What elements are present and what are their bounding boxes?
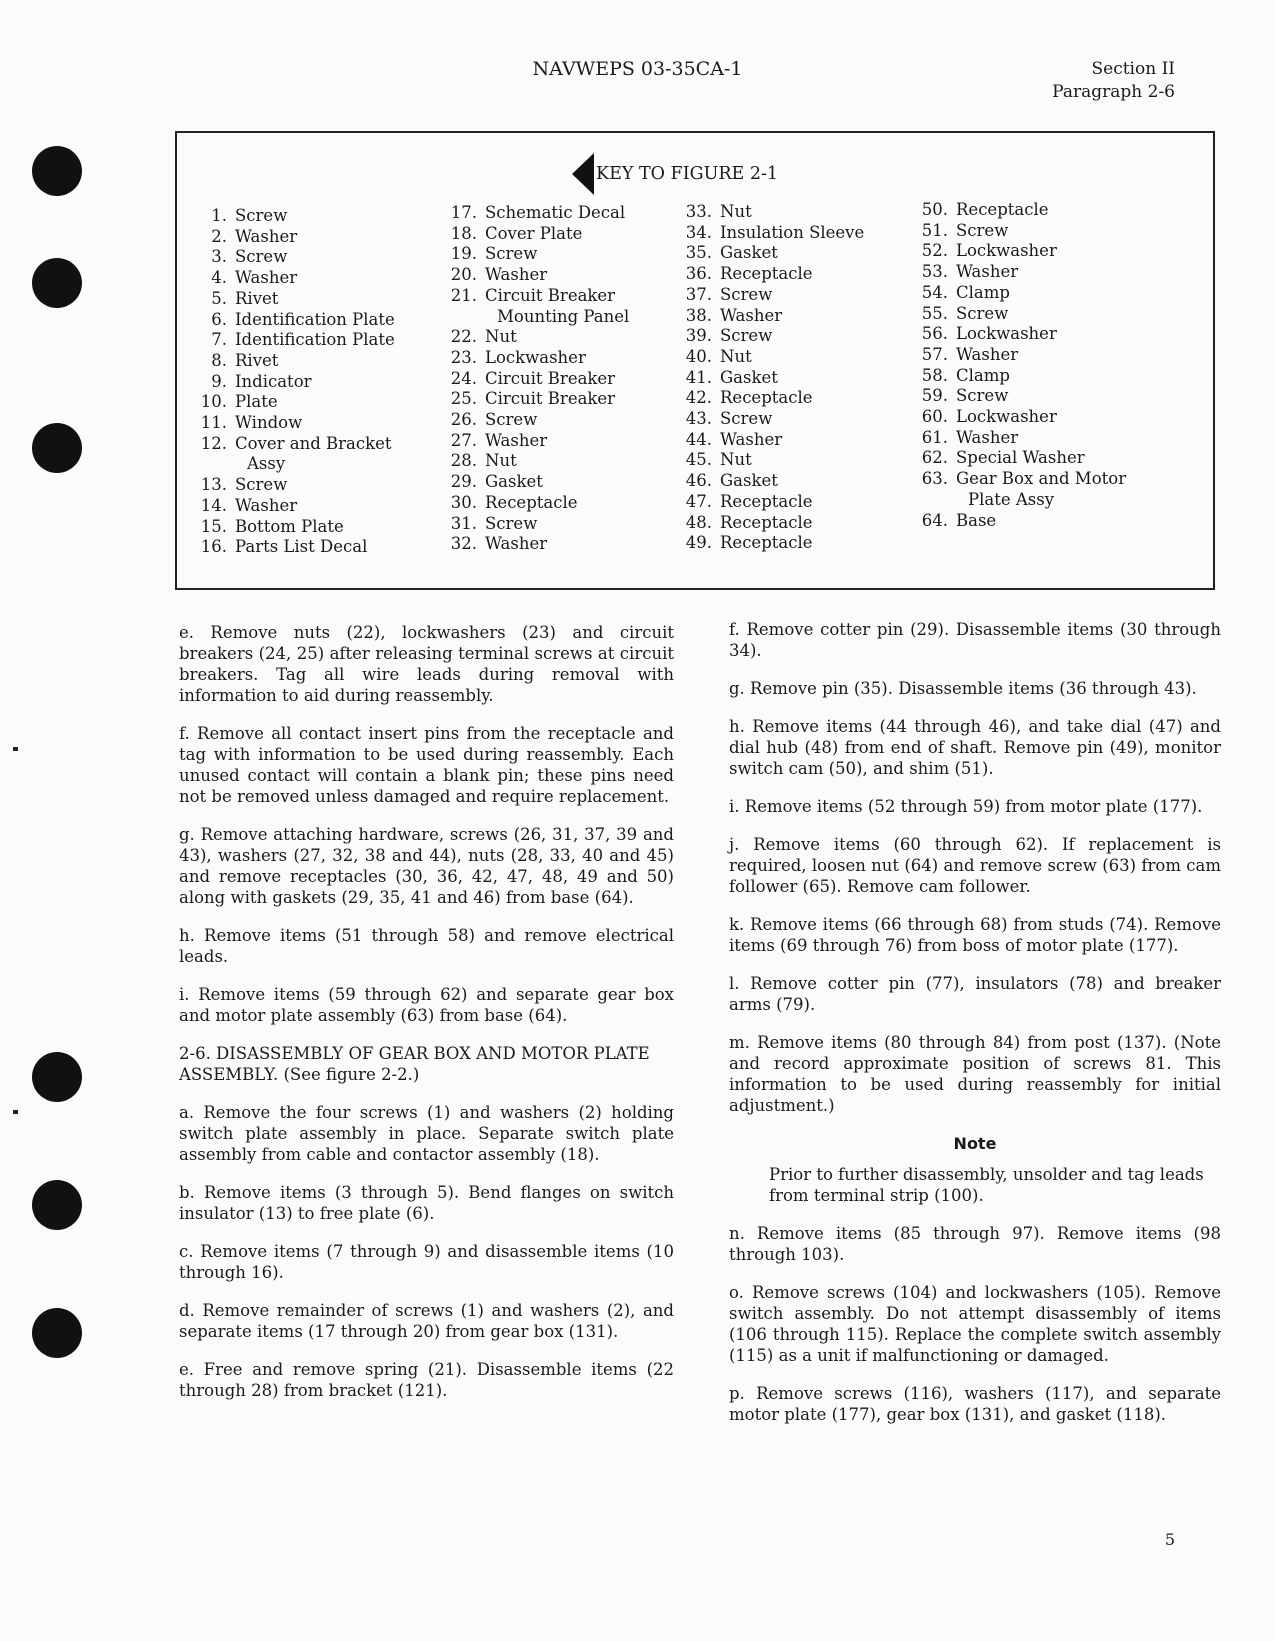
key-item-number: 20. [450,265,477,285]
key-item-label: Screw [956,386,1009,406]
key-item-label: Gasket [720,367,778,387]
step-f: f. Remove cotter pin (29). Disassemble items (30 through 34). [729,620,1221,660]
key-item [439,431,629,452]
key-item-label: Circuit Breaker [485,389,616,409]
key-item-number: 31. [450,513,477,533]
key-item [439,265,629,286]
key-item-label: Nut [720,450,752,470]
key-item [439,493,629,514]
key-item-label: Lockwasher [956,241,1057,261]
key-column-3 [674,202,864,554]
key-item-number: 55. [921,303,948,323]
key-item-number: 26. [450,410,477,430]
key-item-number: 28. [450,451,477,471]
key-item [674,388,864,409]
key-item-number: 62. [921,448,948,468]
key-item-label: Receptacle [720,491,813,511]
key-item-number: 45. [685,450,712,470]
key-item [910,490,1126,511]
key-item-label: Gasket [720,471,778,491]
key-item [189,434,395,455]
key-item-label: Washer [485,265,548,285]
key-item-label: Base [956,510,997,530]
key-item [910,241,1126,262]
key-item [189,247,395,268]
key-item-label: Washer [485,430,548,450]
key-item [674,243,864,264]
key-item [189,289,395,310]
note-body: Prior to further disassembly, unsolder and tag leads from terminal strip (100). [769,1165,1204,1205]
key-item-label: Identification Plate [235,330,395,350]
key-item-number: 23. [450,347,477,367]
key-item-label: Rivet [235,350,279,370]
key-item-label: Washer [956,262,1019,282]
key-item-label: Washer [720,429,783,449]
margin-mark [13,747,18,751]
key-item-label: Receptacle [720,512,813,532]
key-item-label: Washer [956,344,1019,364]
key-item-number: 3. [211,247,227,267]
key-item-number: 34. [685,222,712,242]
key-item [910,469,1126,490]
left-arrow-icon [572,153,594,195]
key-item-number: 6. [211,309,227,329]
key-item-label: Parts List Decal [235,537,368,557]
key-item [439,534,629,555]
key-item [910,448,1126,469]
key-item-label: Mounting Panel [497,306,630,326]
key-item [910,304,1126,325]
key-item-number: 46. [685,471,712,491]
step-a: a. Remove the four screws (1) and washers (2) holding switch plate assembly in place. Separate switch plate assembly from cable and contactor assembly (18). [179,1103,674,1164]
step-i: i. Remove items (52 through 59) from motor plate (177). [729,797,1203,816]
key-item-label: Washer [956,427,1019,447]
key-item-number: 33. [685,202,712,221]
key-item-label: Washer [485,534,548,554]
key-item-number: 47. [685,491,712,511]
key-item [439,369,629,390]
key-item [674,471,864,492]
key-item-number: 52. [921,241,948,261]
note-heading: Note [953,1134,997,1153]
key-item-label: Clamp [956,282,1010,302]
key-item-number [910,490,956,511]
key-item-number: 4. [211,268,227,288]
key-item-label: Special Washer [956,448,1085,468]
key-item-number: 9. [211,371,227,391]
key-item [674,450,864,471]
key-item-number: 35. [685,243,712,263]
key-item-number: 43. [685,409,712,429]
key-item-label: Washer [720,305,783,325]
key-item-label: Indicator [235,371,312,391]
key-item [439,286,629,307]
step-m: m. Remove items (80 through 84) from post (137). (Note and record approximate position of screws 81. This information to be used during reassembly for initial adjustment.) [729,1033,1221,1115]
key-item-number: 50. [921,200,948,219]
key-item-number: 5. [211,288,227,308]
key-item [674,533,864,554]
key-item-number: 32. [450,534,477,554]
key-item-number: 25. [450,389,477,409]
key-item-number: 8. [211,350,227,370]
key-item [189,268,395,289]
section-reference [1052,58,1175,104]
key-item-number: 54. [921,282,948,302]
key-item-number: 24. [450,368,477,388]
margin-mark [13,1110,18,1114]
key-item-number [189,454,235,475]
key-item-label: Screw [956,303,1009,323]
key-item [439,472,629,493]
key-item [439,389,629,410]
section-label: Section II [1091,59,1175,79]
key-item [439,410,629,431]
key-item [910,283,1126,304]
key-item [189,454,395,475]
key-item-label: Screw [235,206,288,225]
key-item-label: Bottom Plate [235,516,344,536]
key-item-label: Insulation Sleeve [720,222,865,242]
key-item-number: 21. [450,285,477,305]
key-item-label: Screw [235,475,288,495]
key-item-label: Gasket [720,243,778,263]
key-item-label: Nut [485,451,517,471]
key-item-number: 27. [450,430,477,450]
key-item-number: 63. [921,469,948,489]
key-item-label: Screw [720,326,773,346]
key-item-number: 22. [450,327,477,347]
key-item-number: 37. [685,284,712,304]
key-item-label: Washer [235,226,298,246]
key-item-label: Screw [485,410,538,430]
key-item [674,368,864,389]
step-g: g. Remove attaching hardware, screws (26, 31, 37, 39 and 43), washers (27, 32, 38 and 44), nuts (28, 33, 40 and 45) and remove receptacles (30, 36, 42, 47, 48, 49 and 50) along with gaskets (29, 35, 41 and 46) from base (64). [179,825,674,907]
step-l: l. Remove cotter pin (77), insulators (78) and breaker arms (79). [729,974,1221,1014]
key-item-number: 39. [685,326,712,346]
key-item-label: Window [235,413,303,433]
step-h: h. Remove items (44 through 46), and take dial (47) and dial hub (48) from end of shaft. Remove pin (49), monitor switch cam (50), and shim (51). [729,717,1221,778]
key-item-number: 19. [450,244,477,264]
key-item [910,407,1126,428]
step-j: j. Remove items (60 through 62). If replacement is required, loosen nut (64) and remove screw (63) from cam follower (65). Remove cam follower. [729,835,1221,896]
key-item-number: 7. [211,330,227,350]
key-item-label: Screw [720,284,773,304]
key-item [189,330,395,351]
key-item-label: Washer [235,495,298,515]
step-i: i. Remove items (59 through 62) and separate gear box and motor plate assembly (63) from base (64). [179,985,674,1025]
key-item-label: Cover and Bracket [235,433,392,453]
key-column-2 [439,203,629,555]
key-title-text: KEY TO FIGURE 2-1 [596,164,779,184]
key-item-number: 59. [921,386,948,406]
key-item [910,345,1126,366]
key-item [189,413,395,434]
key-item [910,200,1126,221]
key-item [910,262,1126,283]
binder-hole [32,423,82,473]
key-item [189,496,395,517]
key-item [674,285,864,306]
step-d: d. Remove remainder of screws (1) and washers (2), and separate items (17 through 20) from gear box (131). [179,1301,674,1341]
key-item-number: 42. [685,388,712,408]
key-item-label: Gear Box and Motor [956,469,1127,489]
key-item-label: Circuit Breaker [485,368,616,388]
key-item [189,372,395,393]
key-item [439,244,629,265]
step-b: b. Remove items (3 through 5). Bend flanges on switch insulator (13) to free plate (6). [179,1183,674,1223]
key-item [674,306,864,327]
step-g: g. Remove pin (35). Disassemble items (36 through 43). [729,679,1197,698]
page-number: 5 [1164,1530,1175,1549]
key-item [189,475,395,496]
key-item-number: 36. [685,264,712,284]
binder-hole [32,146,82,196]
key-item-label: Assy [247,454,286,474]
key-item [439,224,629,245]
step-f: f. Remove all contact insert pins from the receptacle and tag with information to be used during reassembly. Each unused contact will contain a blank pin; these pins need not be removed unless damaged and require replacement. [179,724,674,806]
key-item-label: Plate [235,392,278,412]
key-item-number: 57. [921,344,948,364]
key-item-number: 60. [921,407,948,427]
step-h: h. Remove items (51 through 58) and remove electrical leads. [179,926,674,966]
key-item-label: Receptacle [720,388,813,408]
key-item [439,307,629,328]
key-item [439,203,629,224]
key-item-label: Washer [235,268,298,288]
key-item [674,513,864,534]
key-item-label: Receptacle [956,200,1049,219]
key-item-number: 14. [200,495,227,515]
key-item [439,514,629,535]
key-item-number: 64. [921,510,948,530]
key-item [674,202,864,223]
key-item-number: 40. [685,346,712,366]
key-item [674,347,864,368]
paragraph-label: Paragraph 2-6 [1052,82,1175,102]
key-item-label: Rivet [235,288,279,308]
key-item-number: 12. [200,433,227,453]
key-item-label: Screw [956,220,1009,240]
key-item-number: 48. [685,512,712,532]
right-text-column [729,619,1221,1442]
key-item [439,451,629,472]
key-item-label: Plate Assy [968,489,1055,509]
key-item-label: Identification Plate [235,309,395,329]
step-e-2: e. Free and remove spring (21). Disassemble items (22 through 28) from bracket (121). [179,1360,674,1400]
key-item [189,392,395,413]
section-heading: 2-6. DISASSEMBLY OF GEAR BOX AND MOTOR PLATE ASSEMBLY. (See figure 2-2.) [179,1044,650,1084]
key-item-label: Circuit Breaker [485,285,616,305]
key-item-label: Clamp [956,365,1010,385]
key-item-number: 41. [685,367,712,387]
key-item-label: Receptacle [720,264,813,284]
document-number: NAVWEPS 03-35CA-1 [532,58,743,80]
key-item [189,227,395,248]
binder-hole [32,1308,82,1358]
key-item-number: 44. [685,429,712,449]
key-item-number: 16. [200,537,227,557]
key-item [910,324,1126,345]
key-item-label: Gasket [485,472,543,492]
key-item [439,327,629,348]
step-p: p. Remove screws (116), washers (117), and separate motor plate (177), gear box (131), and gasket (118). [729,1384,1221,1424]
key-column-4 [910,200,1126,531]
key-item-number: 38. [685,305,712,325]
figure-key-box [175,131,1215,590]
key-item-number: 56. [921,324,948,344]
key-item [674,430,864,451]
key-item-number: 53. [921,262,948,282]
key-item-number: 17. [450,203,477,222]
key-item-label: Cover Plate [485,223,583,243]
key-item-number: 30. [450,492,477,512]
key-item-label: Nut [720,346,752,366]
key-item-label: Nut [485,327,517,347]
key-item-number: 29. [450,472,477,492]
key-item [189,537,395,558]
binder-hole [32,1052,82,1102]
step-n: n. Remove items (85 through 97). Remove items (98 through 103). [729,1224,1221,1264]
step-e: e. Remove nuts (22), lockwashers (23) and circuit breakers (24, 25) after releasing terminal screws at circuit breakers. Tag all wire leads during removal with information to aid during reassembly. [179,623,674,705]
key-item-number: 10. [200,392,227,412]
step-c: c. Remove items (7 through 9) and disassemble items (10 through 16). [179,1242,674,1282]
binder-hole [32,1180,82,1230]
key-item-label: Lockwasher [956,407,1057,427]
key-item-number: 1. [211,206,227,225]
key-item [439,348,629,369]
key-item-label: Screw [485,244,538,264]
key-item [674,326,864,347]
key-item [674,264,864,285]
key-item-label: Screw [235,247,288,267]
key-item-number: 18. [450,223,477,243]
key-item-label: Receptacle [485,492,578,512]
key-item-label: Lockwasher [485,347,586,367]
key-item-label: Screw [720,409,773,429]
key-item-label: Nut [720,202,752,221]
key-item-label: Lockwasher [956,324,1057,344]
key-item-number: 51. [921,220,948,240]
key-item-label: Receptacle [720,533,813,553]
key-item-number: 11. [200,413,227,433]
key-item [910,366,1126,387]
step-k: k. Remove items (66 through 68) from studs (74). Remove items (69 through 76) from boss of motor plate (177). [729,915,1221,955]
key-item [674,409,864,430]
key-title [572,153,778,195]
binder-hole [32,258,82,308]
step-o: o. Remove screws (104) and lockwashers (105). Remove switch assembly. Do not attempt disassembly of items (106 through 115). Replace the complete switch assembly (115) as a unit if malfunctioning or damaged. [729,1283,1221,1365]
key-item [910,386,1126,407]
key-item-number: 13. [200,475,227,495]
key-item-number [439,307,485,328]
key-item-number: 15. [200,516,227,536]
key-item [189,517,395,538]
key-item [910,428,1126,449]
key-item [910,511,1126,532]
key-item-number: 2. [211,226,227,246]
left-text-column [179,622,674,1418]
key-item [910,221,1126,242]
key-item-number: 58. [921,365,948,385]
key-item-label: Screw [485,513,538,533]
key-item [189,310,395,331]
key-item-label: Schematic Decal [485,203,626,222]
key-item [189,351,395,372]
key-item-number: 49. [685,533,712,553]
key-item [189,206,395,227]
key-item-number: 61. [921,427,948,447]
key-item [674,223,864,244]
key-column-1 [189,206,395,558]
key-item [674,492,864,513]
